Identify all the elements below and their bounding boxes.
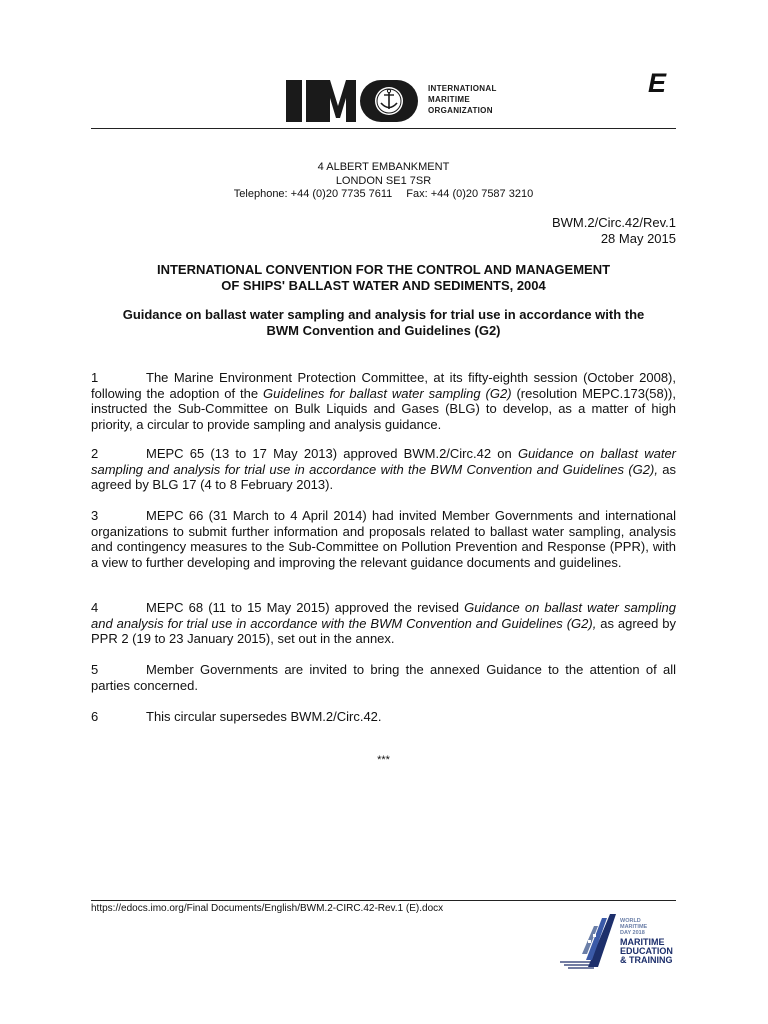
org-name-line: INTERNATIONAL [428,84,497,93]
paragraph-text: This circular supersedes BWM.2/Circ.42. [146,709,382,724]
paragraph-italic: Guidelines for ballast water sampling (G2) [263,385,512,401]
wmd-big-text [620,938,673,965]
document-title [91,262,676,293]
language-mark: E [648,68,667,98]
wmd-small-text [620,918,647,936]
document-reference [552,215,676,247]
document-path: https://edocs.imo.org/Final Documents/English/BWM.2-CIRC.42-Rev.1 (E).docx [91,903,444,914]
paragraph-number: 3 [91,508,99,523]
reference-code: BWM.2/Circ.42/Rev.1 [551,215,676,230]
world-maritime-day-logo [558,912,678,972]
title-line: OF SHIPS' BALLAST WATER AND SEDIMENTS, 2004 [221,277,546,293]
paragraph-text: MEPC 66 (31 March to 4 April 2014) had invited Member Governments and international organizations to submit further information and proposals related to ballast water sampling, analysis and contingency measures to the Sub-Committee on Pollution Prevention and Response (PPR), with a view to further developing and improving the relevant guidance documents and guidelines. [91,508,676,570]
paragraph-number: 4 [91,600,99,615]
paragraph [91,370,676,432]
organization-name [428,83,497,116]
title-line: INTERNATIONAL CONVENTION FOR THE CONTROL AND MANAGEMENT [156,262,611,277]
header-divider [91,128,676,129]
paragraph [91,709,676,725]
subtitle-line: BWM Convention and Guidelines (G2) [266,322,501,338]
imo-logo [280,76,520,126]
paragraph-italic: Guidance on ballast water sampling and analysis for trial use in accordance with the BWM Convention and Guidelines (G2), [91,446,676,477]
paragraph-text: MEPC 65 (13 to 17 May 2013) approved BWM.2/Circ.42 on [146,446,518,461]
paragraph-text: (resolution MEPC.173(58)), instructed the Sub-Committee on Bulk Liquids and Gases (BLG) to develop, as a matter of high priority, a circular to provide sampling and analysis guidance. [91,385,676,432]
paragraph [91,446,676,493]
wmd-big-line: MARITIME [620,937,665,947]
paragraph-number: 6 [91,709,99,724]
ship-icon [558,912,618,972]
fax: Fax: +44 (0)20 7587 3210 [406,188,534,200]
paragraph [91,662,676,693]
paragraph [91,600,676,647]
reference-date: 28 May 2015 [600,231,676,246]
paragraph-text: MEPC 68 (11 to 15 May 2015) approved the revised [146,600,465,615]
paragraph-text: as agreed by PPR 2 (19 to 23 January 2015), set out in the annex. [91,615,676,646]
paragraph-text: Member Governments are invited to bring the annexed Guidance to the attention of all parties concerned. [91,662,676,693]
wmd-small-line: WORLD [620,918,641,924]
contact-line [91,188,676,202]
subtitle-line: Guidance on ballast water sampling and analysis for trial use in accordance with the [122,307,645,322]
telephone: Telephone: +44 (0)20 7735 7611 [233,188,393,200]
paragraph-number: 1 [91,370,99,385]
paragraph [91,508,676,570]
footer-divider [91,900,676,901]
paragraph-number: 2 [91,446,99,461]
wmd-big-line: EDUCATION [620,946,673,956]
address-line: 4 ALBERT EMBANKMENT [317,161,450,173]
wmd-small-line: MARITIME [620,924,648,930]
wmd-small-line: DAY 2018 [620,930,645,936]
paragraph-text: The Marine Environment Protection Committee, at its fifty-eighth session (October 2008), following the adoption of the [91,370,676,401]
org-name-line: MARITIME [428,95,470,104]
paragraph-number: 5 [91,662,99,677]
address-block [91,161,676,202]
org-name-line: ORGANIZATION [428,106,493,115]
paragraph-italic: Guidance on ballast water sampling and analysis for trial use in accordance with the BWM Convention and Guidelines (G2), [91,600,676,631]
wmd-big-line: & TRAINING [620,955,673,965]
paragraph-text: as agreed by BLG 17 (4 to 8 February 2013). [91,461,676,492]
imo-wordmark-icon [280,76,426,126]
address-line: LONDON SE1 7SR [335,174,432,187]
end-mark: *** [377,754,390,766]
document-subtitle [91,307,676,338]
